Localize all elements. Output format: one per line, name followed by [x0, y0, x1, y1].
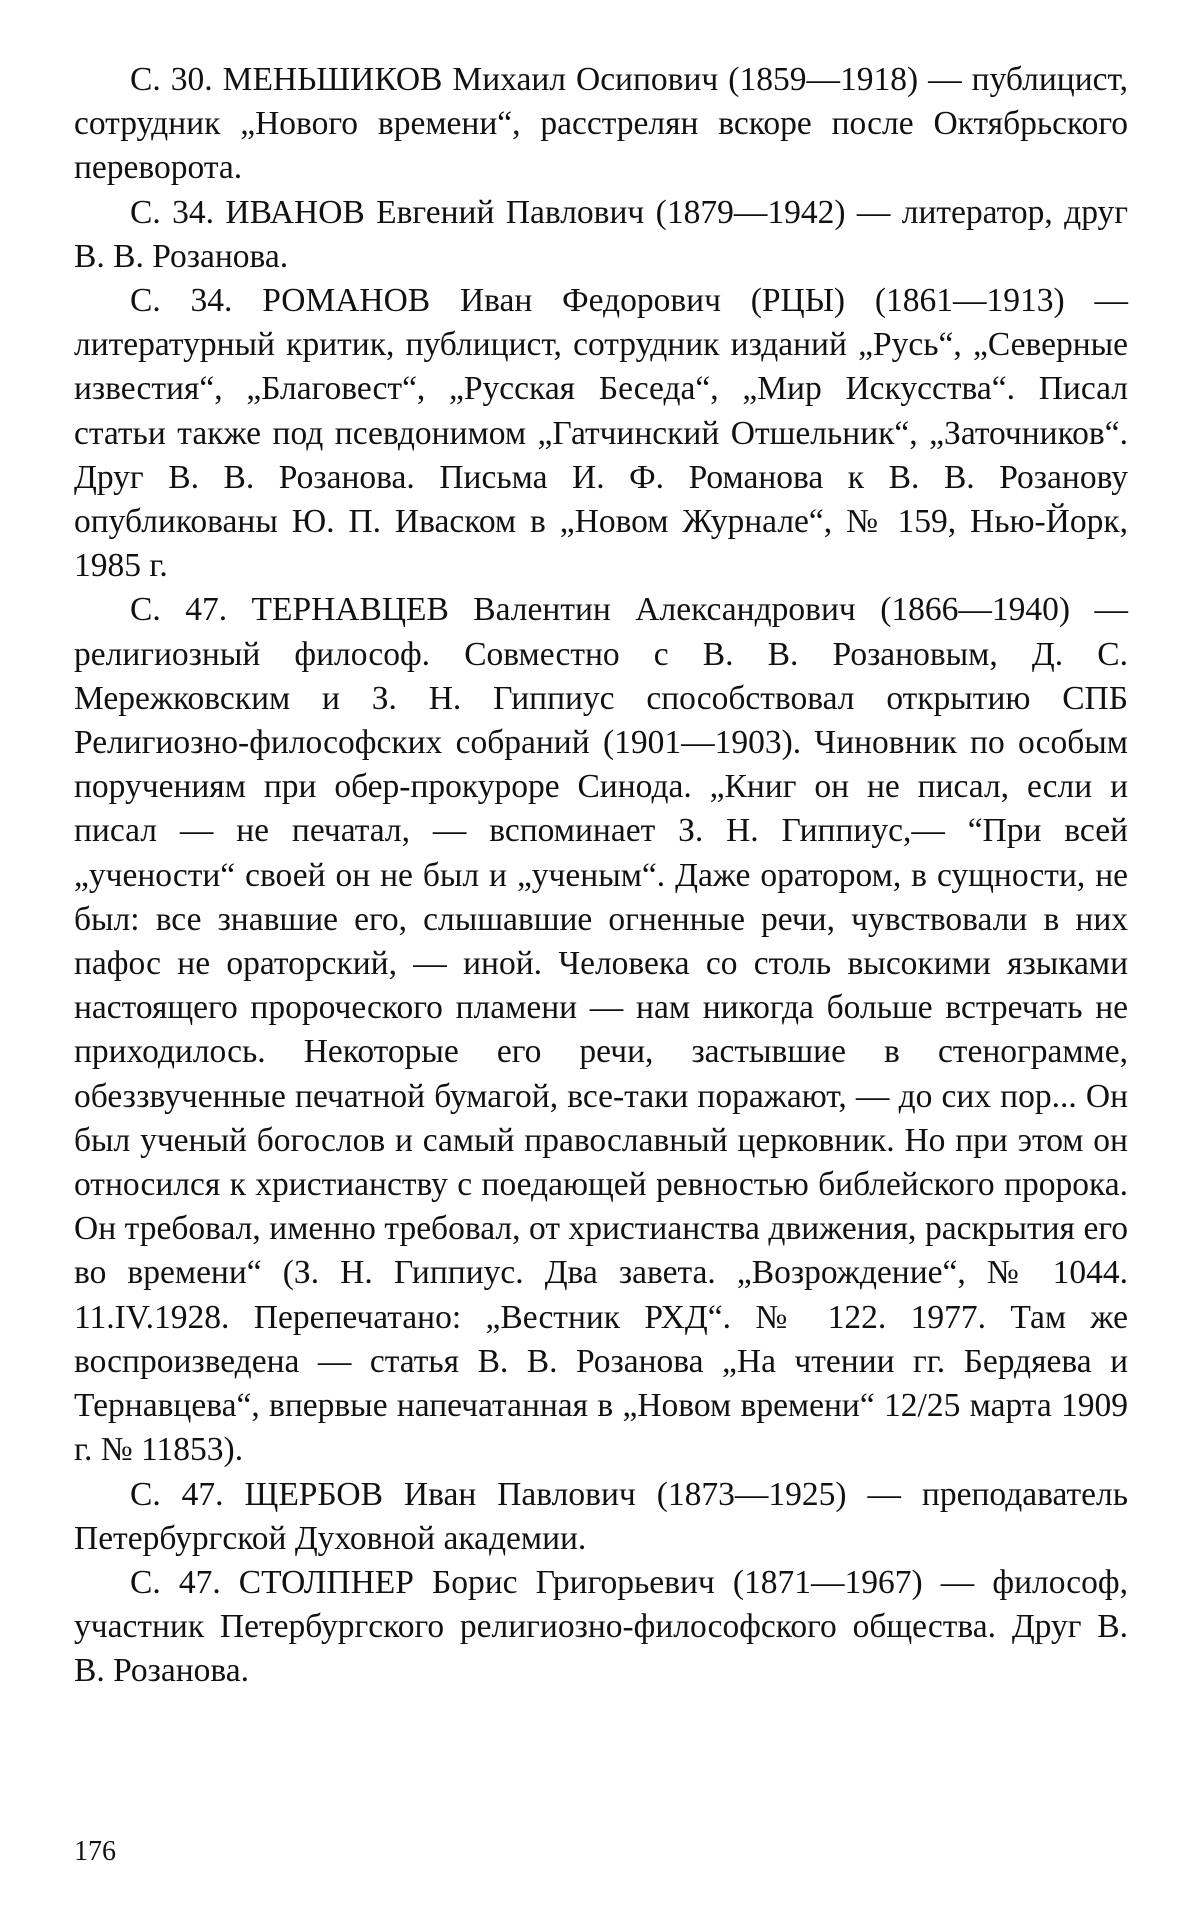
- entry-ivanov: С. 34. ИВАНОВ Евгений Павлович (1879—1942) — литератор, друг В. В. Розанова.: [74, 193, 1128, 275]
- entry-shcherbov: С. 47. ЩЕРБОВ Иван Павлович (1873—1925) — преподаватель Петербургской Духовной академии.: [74, 1475, 1128, 1557]
- entry-stolpner: С. 47. СТОЛПНЕР Борис Григорьевич (1871—1967) — философ, участник Петербургского религиозно-философского общества. Друг В. В. Розанова.: [74, 1563, 1128, 1690]
- entry-romanov: С. 34. РОМАНОВ Иван Федорович (РЦЫ) (1861—1913) — литературный критик, публицист, сотрудник изданий „Русь“, „Северные известия“, „Благовест“, „Русская Беседа“, „Мир Искусства“. Писал статьи также под псевдонимом „Гатчинский Отшельник“, „Заточников“. Друг В. В. Розанова. Письма И. Ф. Романова к В. В. Розанову опубликованы Ю. П. Иваском в „Новом Журнале“, № 159, Нью-Йорк, 1985 г.: [74, 282, 1128, 585]
- entry-ternavtsev: С. 47. ТЕРНАВЦЕВ Валентин Александрович (1866—1940) — религиозный философ. Совместно с В. В. Розановым, Д. С. Мережковским и З. Н. Гиппиус способствовал открытию СПБ Религиозно-философских собраний (1901—1903). Чиновник по особым поручениям при обер-прокуроре Синода. „Книг он не писал, если и писал — не печатал, — вспоминает З. Н. Гиппиус,— “При всей „учености“ своей он не был и „ученым“. Даже оратором, в сущности, не был: все знавшие его, слышавшие огненные речи, чувствовали в них пафос не ораторский, — иной. Человека со столь высокими языками настоящего пророческого пламени — нам никогда больше встречать не приходилось. Некоторые его речи, застывшие в стенограмме, обеззвученные печатной бумагой, все-таки поражают, — до сих пор... Он был ученый богослов и самый православный церковник. Но при этом он относился к христианству с поедающей ревностью библейского пророка. Он требовал, именно требовал, от христианства движения, раскрытия его во времени“ (З. Н. Гиппиус. Два завета. „Возрождение“, № 1044. 11.IV.1928. Перепечатано: „Вестник РХД“. № 122. 1977. Там же воспроизведена — статья В. В. Розанова „На чтении гг. Бердяева и Тернавцева“, впервые напечатанная в „Новом времени“ 12/25 марта 1909 г. № 11853).: [74, 591, 1128, 1469]
- entry-menshikov: С. 30. МЕНЬШИКОВ Михаил Осипович (1859—1918) — публицист, сотрудник „Нового времени“, расстрелян вскоре после Октябрьского переворота.: [74, 61, 1128, 187]
- page-number: 176: [74, 1836, 116, 1867]
- document-page: [74, 58, 1128, 1694]
